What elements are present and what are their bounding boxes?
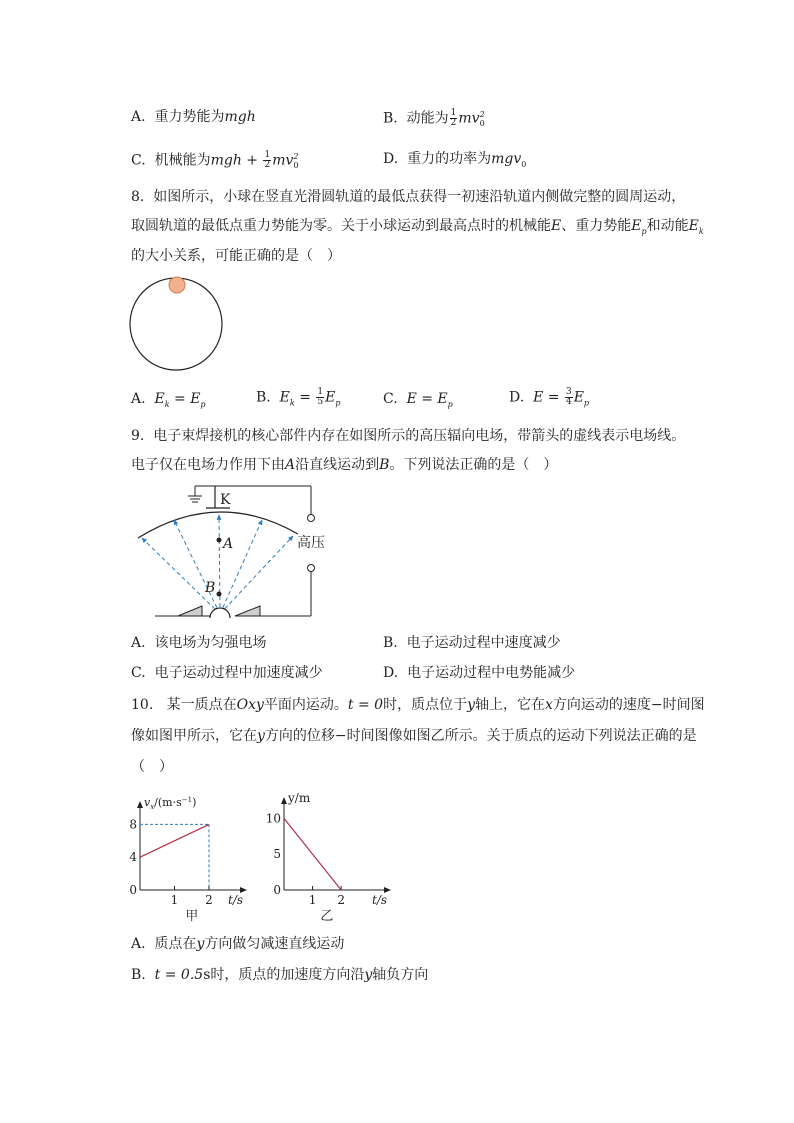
q8-stem-line1 [131,188,685,206]
x-tick-label: 2 [205,893,213,907]
option-math: mgh + [210,152,263,169]
q10-stem-line3 [131,758,173,776]
option-letter: A. [131,936,146,952]
arc-electrode [138,512,298,538]
option-text: 动能为 [406,110,449,127]
option-letter: D. [383,151,399,167]
fraction: $\frac{3}{4}$ [565,387,572,407]
option-text: 重力的功率为 [407,151,492,167]
ground-wiring [188,486,311,514]
label-a: A [223,536,234,552]
x-axis-label: t/s [228,893,244,907]
question-number: 10. [131,697,154,713]
origin-label: 0 [129,883,137,897]
radial-field-figure [130,478,330,628]
q8-option-b: B. $E_k$ = $\frac{1}{5}$ $E_p$ [256,387,341,408]
option-text: 重力势能为 [154,109,225,125]
chart-y-t [262,790,402,924]
stem-text: 取圆轨道的最低点重力势能为零。关于小球运动到最高点时的机械能 [131,218,551,234]
left-focus-electrode [178,606,202,616]
q9-option-b [383,634,561,652]
stem-text: 如图所示，小球在竖直光滑圆轨道的最低点获得一初速沿轨道内侧做完整的圆周运动， [153,189,686,205]
q8-option-c: C. $E = E_p$ [383,391,453,409]
option-letter: B. [131,967,146,983]
fraction: $\frac{1}{5}$ [317,387,324,407]
y-axis-label: y/m [288,791,311,805]
terminal-top [308,515,315,522]
option-math: mgv [491,151,522,167]
q9-option-d [383,664,575,682]
origin-label: 0 [273,883,281,897]
q7-option-c: C. 机械能为mgh + $\frac{1}{2}$ $mv^2_0$ [131,150,299,171]
q9-option-c [131,664,323,682]
stem-text: （ ） [131,759,173,775]
option-letter: C. [383,391,398,407]
terminal-bottom [308,565,315,572]
q7-option-b: B. 动能为 $\frac{1}{2}$ $mv^2_0$ [383,108,485,129]
y-tick-label: 5 [273,847,281,862]
q9-stem-line1 [131,427,685,445]
field-lines [142,515,293,614]
label-k: K [220,492,231,508]
series-line [140,824,209,857]
q8-option-a: A. $E_k = E_p$ [131,391,206,409]
chart-vx-t [126,790,256,924]
option-math: mv [458,110,480,127]
question-number: 9. [131,428,145,444]
x-tick-label: 1 [308,893,317,907]
fraction: $\frac{1}{2}$ [450,108,457,129]
ball [169,277,185,293]
x-tick-label: 1 [170,893,179,907]
stem-text: 的大小关系，可能正确的是（ ） [131,248,341,264]
label-b: B [205,580,216,596]
q8-stem-line2: 取圆轨道的最低点重力势能为零。关于小球运动到最高点时的机械能E、重力势能$E_p$和动能$E_k$ [131,218,704,236]
right-focus-electrode [235,606,260,616]
option-letter: D. [383,665,399,681]
option-text: 电子运动过程中电势能减少 [407,665,576,681]
q10-stem-line1: 10. 某一质点在Oxy平面内运动。t = 0时，质点位于y轴上，它在x方向运动的速度−时间图 [131,697,705,713]
option-letter: D. [509,389,525,406]
label-high-voltage: 高压 [297,535,325,551]
option-text: 该电场为匀强电场 [154,635,267,651]
field-line [219,515,220,614]
q9-stem-line2: 电子仅在电场力作用下由A沿直线运动到B。下列说法正确的是（ ） [131,457,558,473]
x-axis-label: t/s [372,893,388,907]
chart-caption: 甲 [185,909,199,924]
q10-option-a: A. 质点在y方向做匀减速直线运动 [131,936,345,952]
y-tick-label: 10 [265,811,281,826]
q8-stem-line3 [131,247,341,265]
y-axis-arrow [137,801,143,808]
y-tick-label: 8 [129,817,137,832]
option-text: 电子运动过程中速度减少 [406,635,561,651]
option-letter: A. [131,391,146,407]
point-a [217,538,222,543]
q9-option-a [131,634,266,652]
fraction: $\frac{1}{2}$ [264,150,271,171]
option-letter: B. [256,389,271,406]
q7-option-d: D. 重力的功率为mgv$_0$ [383,151,527,169]
q7-option-a [131,108,256,126]
y-axis-label: $v_x/(m\cdot s^{-1})$ [144,796,197,811]
x-tick-label: 2 [337,893,345,907]
filament [210,608,230,618]
option-text: 电子运动过程中加速度减少 [154,665,323,681]
question-number: 8. [131,189,145,205]
field-line [142,538,220,614]
option-letter: B. [383,110,398,127]
field-line [174,520,220,614]
option-letter: A. [131,109,146,125]
option-letter: B. [383,635,398,651]
field-line [220,520,262,614]
y-tick-label: 4 [129,850,137,865]
stem-text: 电子仅在电场力作用下由 [131,457,285,473]
option-math: mgh [224,109,256,125]
chart-caption: 乙 [320,909,334,924]
point-b [217,592,222,597]
q10-option-b: B. t = 0.5s时，质点的加速度方向沿y轴负方向 [131,967,429,983]
circular-track-figure [128,274,228,374]
option-letter: C. [131,152,146,169]
option-letter: A. [131,635,146,651]
q8-option-d: D. E = $\frac{3}{4}$ $E_p$ [509,387,590,408]
series-line [284,818,341,890]
stem-text: 电子束焊接机的核心部件内存在如图所示的高压辐向电场，带箭头的虚线表示电场线。 [153,428,686,444]
q10-stem-line2: 像如图甲所示，它在y方向的位移−时间图像如图乙所示。关于质点的运动下列说法正确的是 [131,728,697,744]
option-text: 机械能为 [154,152,211,169]
option-letter: C. [131,665,146,681]
y-axis-arrow [281,797,287,804]
